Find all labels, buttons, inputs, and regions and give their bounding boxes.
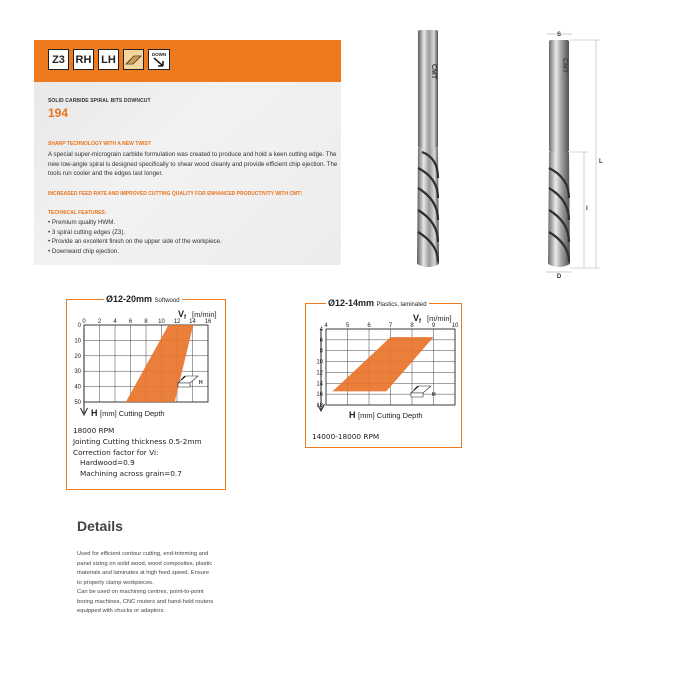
product-info-panel [34, 40, 341, 265]
features-heading: TECHNICAL FEATURES: [48, 210, 107, 216]
vf-axis-unit: [m/min] [427, 314, 452, 323]
chart-title-material: Softwood [154, 298, 180, 304]
details-line: materials and laminates at high feed speed. Ensure [77, 570, 210, 576]
product-code: 194 [48, 106, 69, 120]
vf-axis-label: $V_f$ [178, 309, 187, 321]
x-tick-label: 6 [367, 323, 371, 329]
chart-softwood-notes [73, 426, 202, 480]
y-tick-label: 8 [319, 348, 323, 355]
chart-softwood-title [104, 294, 182, 304]
list-item: 18000 RPM [73, 426, 115, 435]
y-tick-label: 6 [319, 337, 323, 344]
x-tick-label: 12 [173, 319, 181, 325]
vf-axis-unit: [m/min] [192, 310, 217, 319]
dim-s: S [556, 32, 562, 38]
chart-plastics-plot [305, 309, 460, 425]
x-tick-label: 10 [158, 319, 165, 325]
y-tick-label: 40 [74, 384, 81, 391]
list-item: • Provide an excellent finish on the upper side of the workpiece. [48, 238, 222, 245]
y-tick-label: 12 [316, 370, 323, 377]
router-bit-image [408, 28, 450, 273]
list-item: • Downward chip ejection. [48, 247, 119, 255]
x-tick-label: 5 [345, 323, 350, 329]
h-axis-unit: [mm] Cutting Depth [358, 411, 423, 420]
sharp-heading: SHARP TECHNOLOGY WITH A NEW TWIST [48, 141, 151, 147]
bit-brand: CMT [430, 64, 437, 80]
product-series: SOLID CARBIDE SPIRAL BITS DOWNCUT [48, 98, 151, 104]
y-tick-label: 4 [319, 327, 323, 333]
details-heading: Details [77, 518, 123, 534]
workpiece-icon [178, 376, 203, 387]
vf-axis-label: $V_f$ [413, 313, 422, 325]
drawing-brand: CMT [561, 58, 568, 74]
list-item: Correction factor for Vi: [73, 447, 159, 457]
y-tick-label: 50 [74, 400, 81, 406]
dim-l: L [599, 159, 603, 165]
dim-i: I [586, 206, 588, 212]
x-tick-label: 8 [410, 323, 414, 329]
x-tick-label: 7 [388, 323, 393, 329]
h-axis-unit: [mm] Cutting Depth [100, 409, 165, 418]
x-tick-label: 6 [128, 319, 133, 325]
list-item: 14000-18000 RPM [312, 432, 380, 441]
badge-lh: LH [98, 49, 119, 70]
y-tick-label: 18 [316, 403, 323, 409]
features-list [48, 218, 222, 256]
down-label: DOWN [151, 51, 167, 57]
x-tick-label: 0 [82, 319, 86, 325]
badge-rh: RH [73, 49, 94, 70]
chart-title-size: Ø12-14mm [328, 298, 375, 308]
intro-paragraph: A special super-micrograin carbide formulation was created to produce and hold a keen cutting edge. The new low-angle spiral is designed specifically to shear wood cleanly and provide efficient chip ejection. The tools run cooler and the edges last longer. [48, 151, 338, 178]
chart-title-size: Ø12-20mm [106, 294, 153, 304]
y-tick-label: 0 [77, 323, 81, 329]
svg-text:H: H [432, 392, 436, 398]
chart-title-material: Plastics, laminated [376, 302, 427, 308]
list-item: Hardwood=0.9 [80, 458, 135, 468]
router-bit-drawing [530, 28, 610, 278]
wood-grain-icon [123, 49, 144, 70]
x-tick-label: 9 [431, 323, 436, 329]
h-axis-label: H [91, 408, 98, 418]
workpiece-icon [411, 386, 436, 398]
y-tick-label: 14 [316, 381, 323, 388]
h-axis-label: H [349, 410, 356, 420]
x-tick-label: 4 [113, 319, 117, 325]
details-line: to properly clamp workpieces. [77, 579, 154, 586]
x-tick-label: 14 [189, 319, 196, 325]
list-item: Jointing Cutting thickness 0.5-2mm [73, 436, 202, 446]
x-tick-label: 10 [451, 323, 459, 329]
details-line: equipped with chucks or adaptors. [77, 608, 165, 614]
dim-d: D [556, 274, 562, 278]
list-item: • 3 spiral cutting edges (Z3). [48, 228, 126, 236]
badge-z3: Z3 [48, 49, 69, 70]
details-line: boring machines, CNC routers and hand-held routers [77, 598, 214, 605]
feed-rate-note: INCREASED FEED RATE AND IMPROVED CUTTING QUALITY FOR ENHANCED PRODUCTIVITY WITH CMT! [48, 191, 302, 197]
y-tick-label: 20 [74, 353, 81, 360]
details-line: panel sizing on solid wood, wood composites, plastic [77, 560, 213, 567]
chart-plastics-notes [312, 432, 379, 443]
down-cut-icon [148, 49, 170, 70]
x-tick-label: 4 [324, 323, 328, 329]
details-line: Can be used on machining centres, point-to-point [77, 589, 204, 595]
list-item: • Premium quality HWM. [48, 219, 116, 226]
chart-plastics-title [326, 298, 429, 308]
x-tick-label: 2 [97, 319, 102, 325]
recommended-region [126, 325, 193, 402]
y-tick-label: 16 [316, 392, 323, 399]
details-text [77, 550, 262, 617]
y-tick-label: 10 [74, 338, 81, 345]
y-tick-label: 30 [74, 369, 81, 376]
svg-text:H: H [199, 380, 203, 386]
x-tick-label: 16 [204, 319, 212, 325]
list-item: Machining across grain=0.7 [80, 469, 182, 479]
chart-softwood-plot [66, 305, 224, 421]
details-line: Used for efficient contour cutting, end-trimming and [77, 551, 209, 557]
x-tick-label: 8 [144, 319, 148, 325]
y-tick-label: 10 [316, 359, 323, 366]
